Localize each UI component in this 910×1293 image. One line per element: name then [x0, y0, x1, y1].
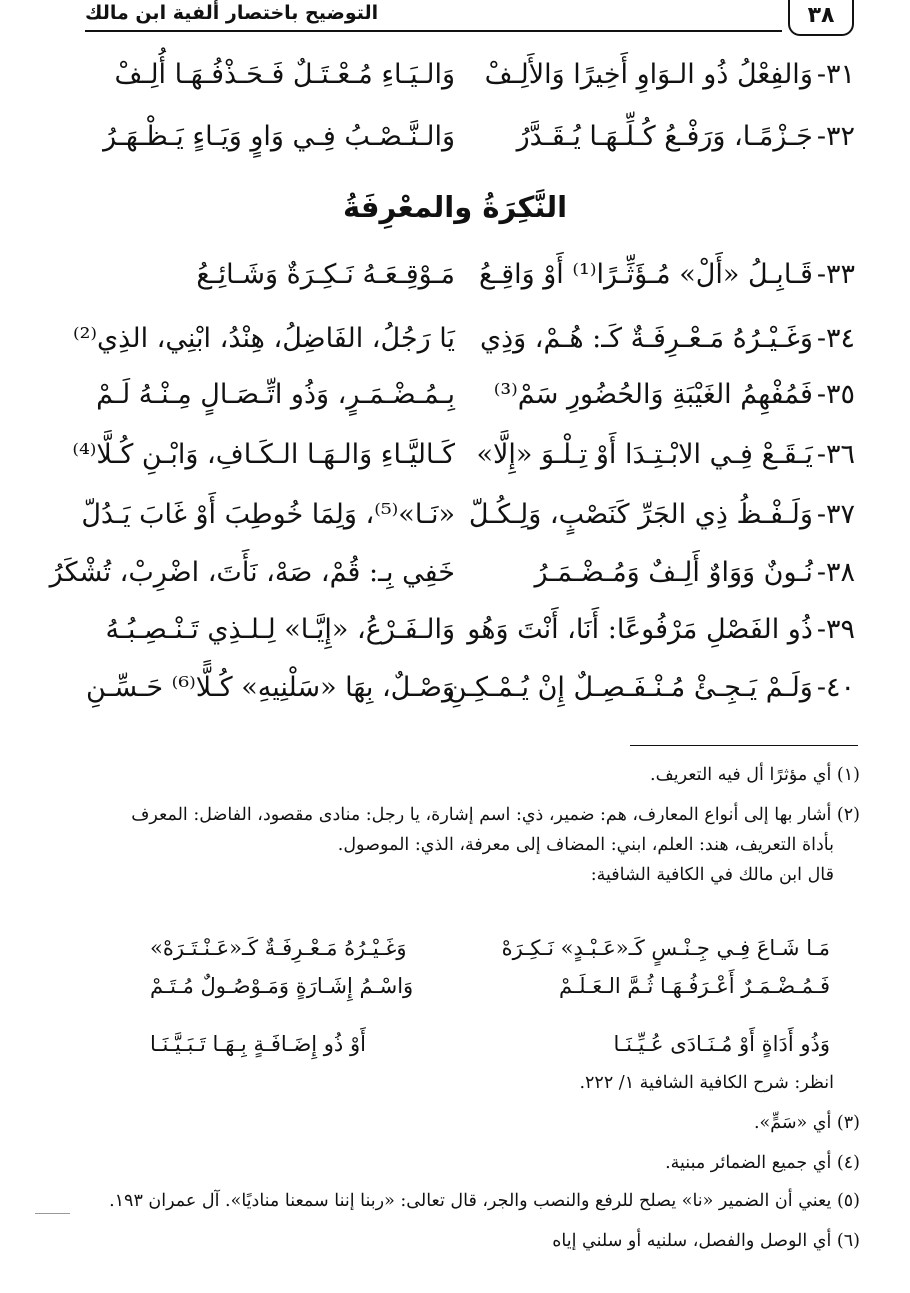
page-number: ٣٨ [807, 3, 835, 28]
verse-first-hemistich [465, 490, 855, 540]
verse-37 [75, 490, 855, 540]
verse-number: ٣٢- [816, 121, 855, 152]
page-number-box [782, 0, 860, 40]
poem-second-hemistich: وَغَـيْـرُهُ مَـعْـرِفَـةٌ كَـ«عَـنْـتَـرَهْ» [150, 936, 407, 960]
verse-second-hemistich: وَالـنَّـصْـبُ فِـي وَاوٍ وَيَـاءٍ يَـظْـهَـرُ [103, 121, 455, 152]
verse-text: ذُو الفَصْلِ مَرْفُوعًا: أَنَا، أَنْتَ وَهُو [467, 614, 813, 645]
verse-40 [75, 663, 855, 713]
poem-second-hemistich: وَاسْـمُ إِشَـارَةٍ وَمَـوْصُـولٌ مُـتَـمْ [150, 974, 414, 998]
poem-line-1 [150, 930, 830, 966]
footnote-2-line-1: (٢) أشار بها إلى أنواع المعارف، هم: ضمير، ذي: اسم إشارة، يا رجل: منادى مقصود، الفاضل: المعرف [131, 805, 860, 825]
verse-text: وَغَـيْـرُهُ مَـعْـرِفَـةٌ كَـ: هُـمْ، وَذِي [479, 323, 813, 354]
verse-38 [49, 548, 855, 598]
verse-text: وَلَـمْ يَـجِـئْ مُـنْـفَـصِـلٌ إِنْ يُـمْـكِـنِ [446, 672, 813, 703]
verse-text: فَمُفْهِمُ الغَيْبَةِ وَالحُضُورِ سَمْ⁽³⁾ [493, 379, 813, 410]
verse-36 [72, 430, 855, 480]
footnote-4: (٤) أي جميع الضمائر مبنية. [665, 1153, 860, 1173]
reference-text: انظر: شرح الكافية الشافية ١/ ٢٢٢. [579, 1073, 834, 1093]
header-rule [85, 30, 860, 32]
section-title: النَّكِرَةُ والمعْرِفَةُ [342, 190, 568, 224]
verse-second-hemistich: مَـوْقِـعَـهُ نَـكِـرَةٌ وَشَـائِـعُ [196, 259, 455, 290]
book-title: التوضيح باختصار ألفية ابن مالك [85, 2, 379, 24]
poem-first-hemistich: مَـا شَـاعَ فِـي جِـنْـسٍ كَـ«عَـبْـدٍ» نَـكِـرَهْ [501, 936, 830, 960]
footnote-1: (١) أي مؤثرًا أل فيه التعريف. [650, 765, 860, 785]
verse-first-hemistich [465, 112, 855, 162]
verse-number: ٣٥- [816, 379, 855, 410]
verse-39 [75, 605, 855, 655]
verse-first-hemistich [446, 663, 855, 713]
verse-number: ٣٣- [816, 259, 855, 290]
footnote-2 [90, 800, 860, 890]
verse-first-hemistich [465, 605, 855, 655]
verse-text: جَـزْمًـا، وَرَفْـعُ كُـلِّـهَـا يُـقَـدَّرُ [516, 121, 813, 152]
verse-35 [75, 370, 855, 420]
verse-number: ٣١- [816, 59, 855, 90]
verse-second-hemistich: بِـمُـضْـمَـرٍ، وَذُو اتِّـصَـالٍ مِـنْـهُ لَـمْ [96, 379, 455, 410]
poem-line-2 [150, 968, 830, 1004]
verse-first-hemistich [465, 50, 855, 100]
footnote-6: (٦) أي الوصل والفصل، سلنيه أو سلني إياه [552, 1231, 860, 1251]
verse-first-hemistich [465, 548, 855, 598]
verse-second-hemistich: يَا رَجُلُ، الفَاضِلُ، هِنْدُ، ابْنِي، الذِي⁽²⁾ [72, 323, 455, 354]
margin-mark [35, 1213, 70, 1214]
verse-second-hemistich: كَـاليَّـاءِ وَالـهَـا الـكَـافِ، وَابْـنِ كُـلَّا⁽⁴⁾ [72, 439, 455, 470]
verse-second-hemistich: خَفِي بِـ: قُمْ، صَهْ، نَأَتَ، اضْرِبْ، تُشْكَرُ [49, 557, 455, 588]
footnote-separator [630, 745, 858, 746]
verse-number: ٣٧- [816, 499, 855, 530]
poem-first-hemistich: فَـمُـضْـمَـرٌ أَعْـرَفُـهَـا ثُـمَّ الـعَـلَـمْ [558, 974, 830, 998]
verse-text: قَـابِـلُ «أَلْ» مُـؤَثِّـرًا⁽¹⁾ أَوْ وَاقِـعُ [478, 259, 813, 290]
verse-32 [75, 112, 855, 162]
verse-second-hemistich: وَصْـلٌ، بِهَا «سَلْنِيهِ» كُـلًّا⁽⁶⁾ حَـسِّـنِ [85, 672, 455, 703]
verse-text: وَلَـفْـظُ ذِي الجَرِّ كَنَصْبٍ، وَلِـكُـلّ [468, 499, 813, 530]
footnote-3: (٣) أي «سَمٍّ». [753, 1113, 860, 1133]
verse-31 [75, 50, 855, 100]
verse-text: وَالفِعْلُ ذُو الـوَاوِ أَخِيرًا وَالأَلِـفْ [484, 59, 813, 90]
footnote-2-quote-intro: قال ابن مالك في الكافية الشافية: [590, 865, 834, 885]
verse-number: ٣٩- [816, 614, 855, 645]
footnote-5: (٥) يعني أن الضمير «نا» يصلح للرفع والنصب والجر، قال تعالى: «ربنا إننا سمعنا مناديًا». آل عمران ١٩٣. [109, 1191, 860, 1211]
verse-34 [72, 314, 855, 364]
verse-number: ٣٦- [816, 439, 855, 470]
running-header [85, 0, 860, 32]
verse-second-hemistich: وَالـفَـرْعُ، «إِيَّـا» لِـلـذِي تَـنْـصِـبُـهُ [105, 614, 455, 645]
verse-text: يَـقَـعْ فِـي الابْـتِـدَا أَوْ تِـلْـوَ «إِلَّا» [476, 439, 813, 470]
verse-first-hemistich [465, 370, 855, 420]
verse-first-hemistich [465, 314, 855, 364]
verse-second-hemistich: وَالـيَـاءِ مُـعْـتَـلٌ فَـحَـذْفُـهَـا أُلِـفْ [114, 59, 455, 90]
poem-line-3 [150, 1026, 830, 1062]
footnote-2-line-2: بأداة التعريف، هند: العلم، ابني: المضاف إلى معرفة، الذي: الموصول. [337, 835, 834, 855]
verse-number: ٣٤- [816, 323, 855, 354]
verse-second-hemistich: «نَـا»⁽⁵⁾، وَلِمَا خُوطِبَ أَوْ غَابَ يَـدُلّ [81, 499, 455, 530]
footnote-2-reference [90, 1068, 860, 1098]
verse-first-hemistich [465, 430, 855, 480]
verse-33 [75, 250, 855, 300]
verse-number: ٣٨- [816, 557, 855, 588]
verse-first-hemistich [465, 250, 855, 300]
poem-first-hemistich: وَذُو أَدَاةٍ أَوْ مُـنَـادَى عُـيِّـنَـا [613, 1032, 830, 1056]
verse-text: نُـونٌ وَوَاوٌ أَلِـفٌ وَمُـضْـمَـرُ [534, 557, 813, 588]
poem-second-hemistich: أَوْ ذُو إِضَـافَـةٍ بِـهَـا تَـبَـيَّـنَـا [150, 1032, 366, 1056]
verse-number: ٤٠- [816, 672, 855, 703]
